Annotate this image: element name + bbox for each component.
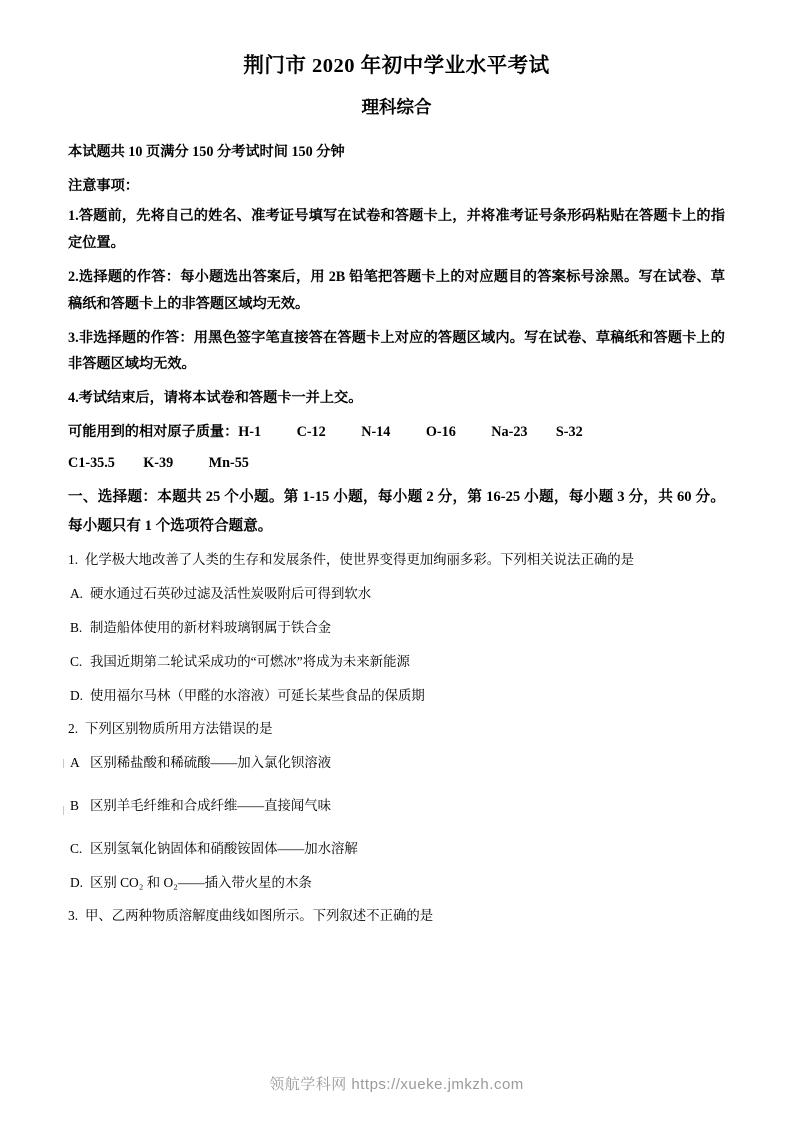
question-item xyxy=(68,904,725,929)
option-text: 区别稀盐酸和稀硫酸——加入氯化钡溶液 xyxy=(90,755,332,771)
page-subtitle: 理科综合 xyxy=(361,96,432,117)
option-item xyxy=(68,871,725,896)
option-text: 我国近期第二轮试采成功的“可燃冰”将成为未来新能源 xyxy=(90,653,410,669)
option-item xyxy=(68,684,725,709)
exam-info: 本试题共 10 页满分 150 分考试时间 150 分钟 xyxy=(68,144,345,161)
question-item xyxy=(68,548,725,573)
option-item xyxy=(68,751,725,776)
option-label: C. xyxy=(70,840,83,856)
notes-heading: 注意事项： xyxy=(68,177,139,194)
margin-tick-mark xyxy=(63,759,64,768)
option-text: 制造船体使用的新材料玻璃钢属于铁合金 xyxy=(90,619,332,635)
option-text: 硬水通过石英砂过滤及活性炭吸附后可得到软水 xyxy=(90,586,372,602)
option-label: A xyxy=(70,755,80,771)
question-text: 甲、乙两种物质溶解度曲线如图所示。下列叙述不正确的是 xyxy=(85,908,434,924)
option-item xyxy=(68,650,725,675)
relative-atomic-mass-line-2: C1-35.5 K-39 Mn-55 xyxy=(68,455,249,472)
option-label: A. xyxy=(70,586,84,602)
relative-mass-label: 可能用到的相对原子质量： xyxy=(68,424,239,441)
option-text: 使用福尔马林（甲醛的水溶液）可延长某些食品的保质期 xyxy=(90,687,425,703)
footer-watermark: 领航学科网 https://xueke.jmkzh.com xyxy=(269,1076,524,1093)
option-item xyxy=(68,582,725,607)
section-heading: 一、选择题：本题共 25 个小题。第 1-15 小题，每小题 2 分，第 16-25 小题，每小题 3 分，共 60 分。每小题只有 1 个选项符合题意。 xyxy=(68,489,725,534)
option-text: 区别氢氧化钠固体和硝酸铵固体——加水溶解 xyxy=(90,840,358,856)
note-item: 1.答题前，先将自己的姓名、准考证号填写在试卷和答题卡上，并将准考证号条形码粘贴在答题卡上的指定位置。 xyxy=(68,207,725,251)
relative-atomic-mass-line-1 xyxy=(68,419,725,446)
option-label: B. xyxy=(70,619,83,635)
note-item: 2.选择题的作答：每小题选出答案后，用 2B 铅笔把答题卡上的对应题目的答案标号涂黑。写在试卷、草稿纸和答题卡上的非答题区域均无效。 xyxy=(68,268,725,312)
option-label: C. xyxy=(70,653,83,669)
page-title: 荆门市 2020 年初中学业水平考试 xyxy=(243,55,550,77)
question-number: 1. xyxy=(68,552,79,568)
option-text: 区别 CO₂ 和 O₂——插入带火星的木条 xyxy=(90,874,312,890)
question-number: 2. xyxy=(68,721,79,737)
question-item xyxy=(68,717,725,742)
option-item xyxy=(68,794,725,819)
option-item xyxy=(68,837,725,862)
option-label: D. xyxy=(70,874,84,890)
option-label: D. xyxy=(70,687,84,703)
question-text: 化学极大地改善了人类的生存和发展条件，使世界变得更加绚丽多彩。下列相关说法正确的是 xyxy=(85,552,635,568)
note-item: 4.考试结束后，请将本试卷和答题卡一并上交。 xyxy=(68,390,363,407)
notes-list xyxy=(68,203,725,413)
relative-mass-values-1: H-1 C-12 N-14 O-16 Na-23 S-32 xyxy=(238,424,583,441)
note-item: 3.非选择题的作答：用黑色签字笔直接答在答题卡上对应的答题区域内。写在试卷、草稿纸和答题卡上的非答题区域均无效。 xyxy=(68,329,725,373)
option-label: B xyxy=(70,797,79,813)
option-text: 区别羊毛纤维和合成纤维——直接闻气味 xyxy=(90,797,332,813)
question-text: 下列区别物质所用方法错误的是 xyxy=(85,721,273,737)
question-number: 3. xyxy=(68,908,79,924)
option-item xyxy=(68,616,725,641)
margin-tick-mark xyxy=(63,806,64,815)
